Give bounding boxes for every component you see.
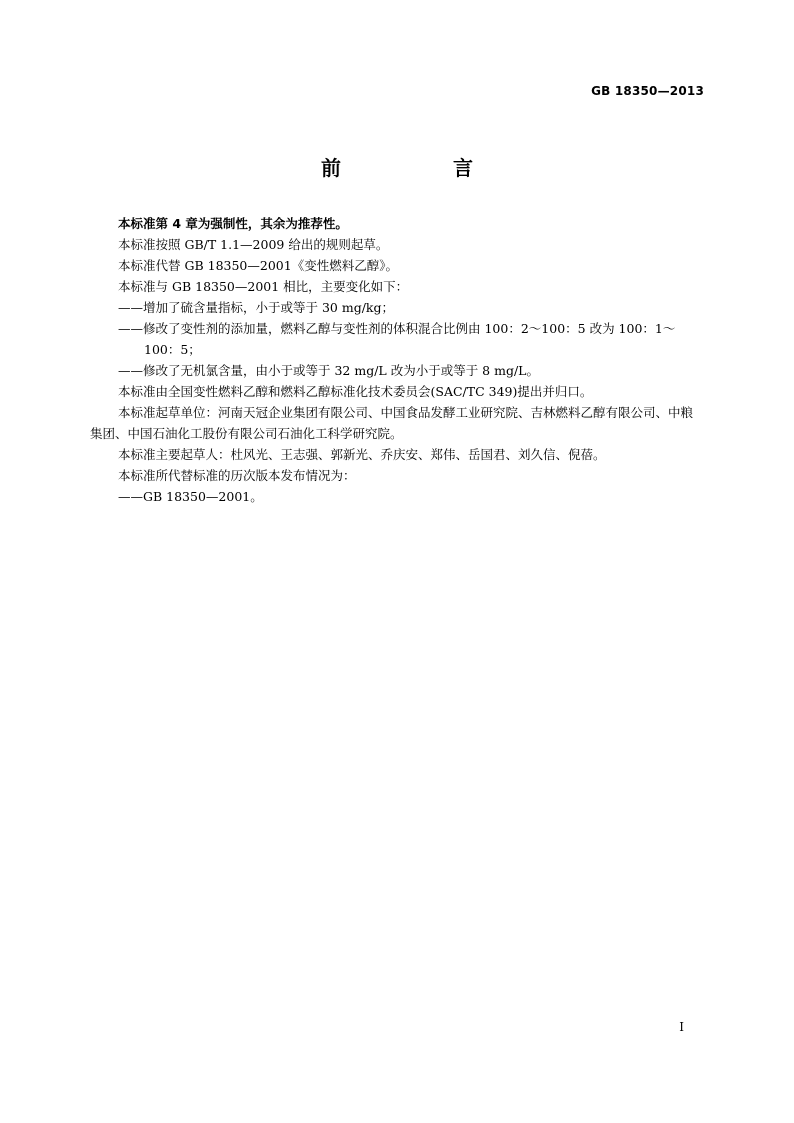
paragraph-replaces: 本标准代替 GB 18350—2001《变性燃料乙醇》。: [118, 258, 398, 273]
paragraph-drafting-units: 本标准起草单位：河南天冠企业集团有限公司、中国食品发酵工业研究院、吉林燃料乙醇有限公司、中粮集团、中国石油化工股份有限公司石油化工科学研究院。: [90, 405, 694, 441]
page-title: 前 言: [321, 156, 519, 180]
paragraph-changes-intro: 本标准与 GB 18350—2001 相比，主要变化如下：: [118, 279, 409, 294]
history-item: ——GB 18350—2001。: [118, 489, 263, 504]
paragraph-history-intro: 本标准所代替标准的历次版本发布情况为：: [118, 468, 356, 483]
paragraph-mandatory-clause: 本标准第 4 章为强制性，其余为推荐性。: [118, 216, 348, 231]
paragraph-drafters: 本标准主要起草人：杜风光、王志强、郭新光、乔庆安、郑伟、岳国君、刘久信、倪蓓。: [118, 447, 606, 462]
standard-code: GB 18350—2013: [591, 84, 704, 98]
change-item-sulfur: ——增加了硫含量指标，小于或等于 30 mg/kg；: [118, 300, 394, 315]
paragraph-proposed-by: 本标准由全国变性燃料乙醇和燃料乙醇标准化技术委员会(SAC/TC 349)提出并归口。: [118, 384, 593, 399]
page-number: I: [679, 1020, 684, 1034]
preface-body: [90, 213, 704, 507]
paragraph-drafting-rules: 本标准按照 GB/T 1.1—2009 给出的规则起草。: [118, 237, 389, 252]
change-item-denaturant: ——修改了变性剂的添加量，燃料乙醇与变性剂的体积混合比例由 100：2～100：5 改为 100：1～100：5；: [118, 321, 676, 357]
change-item-chloride: ——修改了无机氯含量，由小于或等于 32 mg/L 改为小于或等于 8 mg/L。: [118, 363, 539, 378]
